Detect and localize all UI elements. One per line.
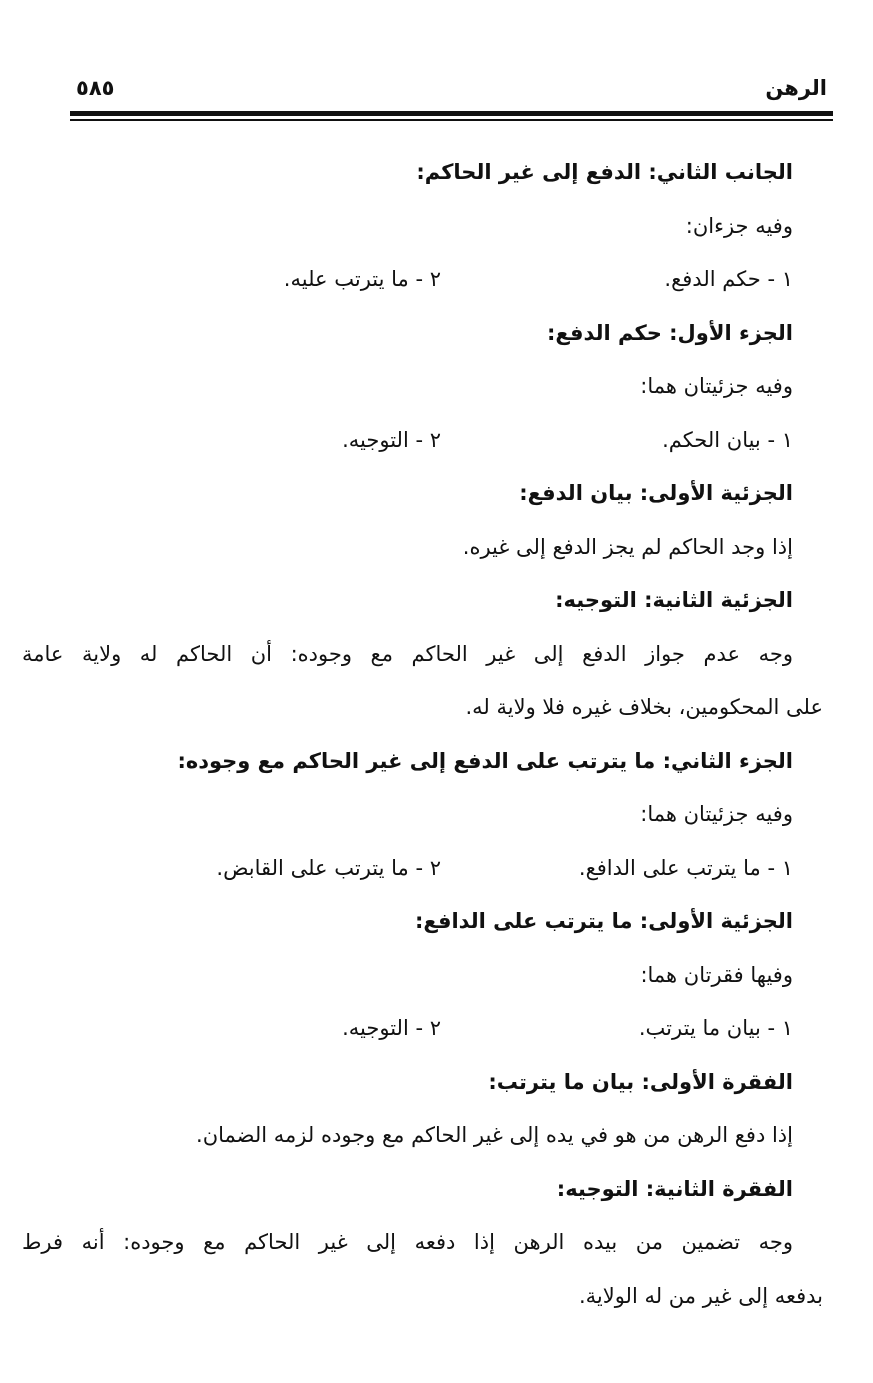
body-line: وفيه جزءان:	[685, 213, 793, 238]
enumeration-item: ١ - بيان ما يترتب.	[638, 1016, 793, 1040]
enumeration-row	[50, 842, 793, 896]
header-rule-thin	[70, 119, 833, 121]
enumeration-item: ٢ - التوجيه.	[342, 427, 441, 452]
section-heading: الفقرة الأولى: بيان ما يترتب:	[488, 1069, 793, 1094]
enumeration-row	[50, 253, 793, 307]
enumeration-item: ٢ - ما يترتب عليه.	[283, 267, 441, 291]
enumeration-item: ١ - حكم الدفع.	[664, 267, 793, 291]
section-heading: الفقرة الثانية: التوجيه:	[556, 1176, 793, 1201]
page-number: ٥٨٥	[76, 76, 115, 100]
header-rule-thick	[70, 111, 833, 116]
page-header	[70, 74, 833, 108]
enumeration-row	[50, 414, 793, 468]
paragraph-continuation: بدفعه إلى غير من له الولاية.	[578, 1283, 823, 1308]
body-line: إذا وجد الحاكم لم يجز الدفع إلى غيره.	[462, 534, 793, 559]
body-line: وفيها فقرتان هما:	[640, 962, 793, 987]
enumeration-item: ٢ - التوجيه.	[342, 1016, 441, 1040]
body-line: إذا دفع الرهن من هو في يده إلى غير الحاكم مع وجوده لزمه الضمان.	[196, 1123, 793, 1147]
enumeration-item: ١ - ما يترتب على الدافع.	[578, 855, 793, 880]
enumeration-item: ٢ - ما يترتب على القابض.	[216, 855, 441, 880]
running-title: الرهن	[765, 76, 827, 100]
section-heading: الجزئية الثانية: التوجيه:	[555, 588, 793, 612]
section-heading: الجزئية الأولى: بيان الدفع:	[519, 481, 793, 505]
section-heading: الجزء الثاني: ما يترتب على الدفع إلى غير الحاكم مع وجوده:	[177, 748, 793, 773]
body-line: وفيه جزئيتان هما:	[640, 802, 793, 826]
section-heading: الجزء الأول: حكم الدفع:	[547, 320, 793, 345]
section-heading: الجانب الثاني: الدفع إلى غير الحاكم:	[416, 160, 793, 184]
body-line: وفيه جزئيتان هما:	[640, 374, 793, 398]
enumeration-item: ١ - بيان الحكم.	[662, 427, 793, 452]
paragraph-line: وجه تضمين من بيده الرهن إذا دفعه إلى غير الحاكم مع وجوده: أنه فرط	[22, 1230, 793, 1254]
paragraph-continuation: على المحكومين، بخلاف غيره فلا ولاية له.	[465, 695, 823, 719]
enumeration-row	[50, 1002, 793, 1056]
section-heading: الجزئية الأولى: ما يترتب على الدافع:	[414, 909, 793, 933]
page-body	[22, 146, 823, 1323]
paragraph-line: وجه عدم جواز الدفع إلى غير الحاكم مع وجوده: أن الحاكم له ولاية عامة	[22, 641, 793, 666]
